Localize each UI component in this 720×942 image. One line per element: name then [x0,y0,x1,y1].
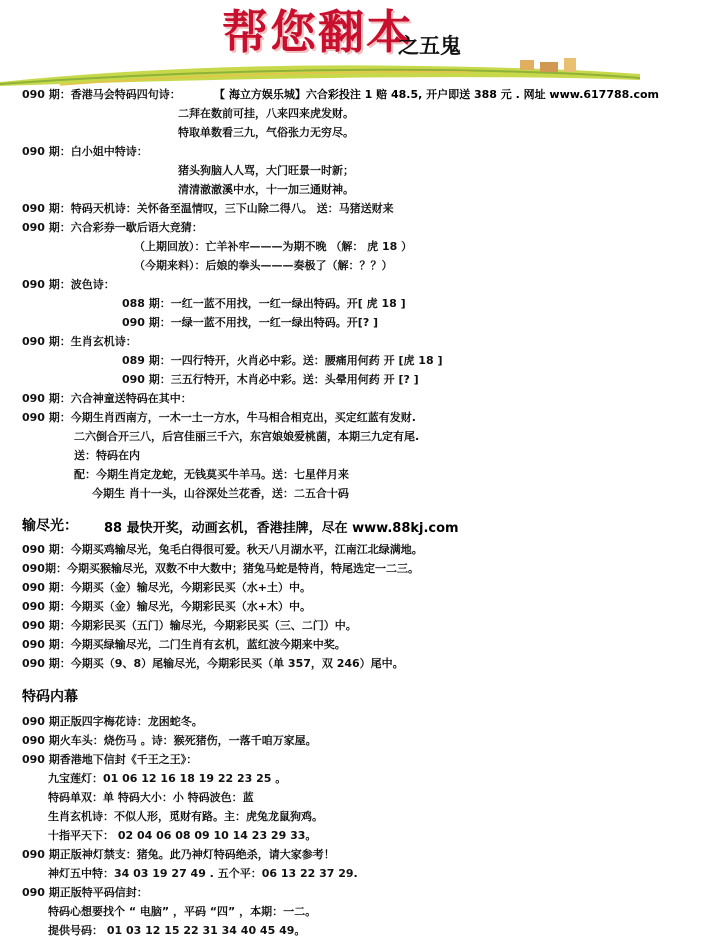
section-title-inside-info: 特码内幕 [22,689,78,705]
promo-line: 88 最快开奖，动画玄机，香港挂牌，尽在 www.88kj.com [104,521,459,536]
text-line: 090 期正版神灯禁支：猪兔。此乃神灯特码绝杀，请大家参考！ [22,848,335,861]
text-line: 090 期：波色诗： [22,278,115,291]
text-line: 090 期：今期买（金）输尽光，今期彩民买（水+土）中。 [22,581,312,594]
text-line: 089 期：一四行特开，火肖必中彩。送：腰痛用何药 开 [虎 18 ] [122,354,443,367]
text-line: 送：特码在内 [74,449,140,462]
text-line: 九宝莲灯：01 06 12 16 18 19 22 23 25 。 [48,772,287,785]
text-line: 090 期：香港马会特码四句诗： [22,88,181,101]
text-line: 090 期：三五行特开，木肖必中彩。送：头晕用何药 开 [? ] [122,373,419,386]
text-line: 090 期：一绿一蓝不用找，一红一绿出特码。开[? ] [122,316,379,329]
section-title-lose-all: 输尽光： [22,518,78,534]
page-title: 帮您翻本 [222,5,414,59]
text-line: 090 期火车头：烧伤马 。诗：猴死猪伤，一落千咱万家屋。 [22,734,317,747]
text-line: 090 期正版四字梅花诗：龙困蛇冬。 [22,715,203,728]
text-line: 090 期：生肖玄机诗： [22,335,137,348]
header-banner [0,0,720,88]
green-swoosh-decoration [0,52,720,86]
text-line: 十指平天下： 02 04 06 08 09 10 14 23 29 33。 [48,829,317,842]
text-line: 090 期香港地下信封《千王之王》： [22,753,198,766]
text-line: 特码心想要找个 “ 电脑” ，平码 “四” ，本期：一二。 [48,905,317,918]
text-line: （今期来料）：后娘的拳头———奏极了（解：？？） [134,259,393,272]
text-line: 特取单数看三九，气俗张力无穷尽。 [178,126,354,139]
text-line: 090 期：白小姐中特诗： [22,145,148,158]
text-line: 090期：今期买猴输尽光，双数不中大数中；猪兔马蛇是特肖，特尾选定一二三。 [22,562,419,575]
ad-line: 【 海立方娱乐城】六合彩投注 1 赔 48.5, 开户即送 388 元 . 网址 www.617788.com [214,88,660,101]
text-line: 生肖玄机诗：不似人形，觅财有路。主：虎兔龙鼠狗鸡。 [48,810,323,823]
text-line: 090 期：六合彩券一歇后语大竞猜： [22,221,203,234]
text-line: 090 期：六合神童送特码在其中： [22,392,192,405]
text-line: 二六倒合开三八，后宫佳丽三千六，东宫娘娘爱桃菌，本期三九定有尾. [74,430,420,443]
text-line: 提供号码： 01 03 12 15 22 31 34 40 45 49。 [48,924,306,937]
text-line: 090 期：今期买（金）输尽光，今期彩民买（水+木）中。 [22,600,312,613]
text-line: 090 期正版特平码信封： [22,886,148,899]
page-subtitle: 之五鬼 [398,33,461,58]
text-line: 清清澈澈溪中水，十一加三通财神。 [178,183,354,196]
text-line: 090 期：今期生肖西南方，一木一土一方水，牛马相合相克出，买定红蓝有发财. [22,411,416,424]
text-line: 090 期：今期彩民买（五门）输尽光，今期彩民买（三、二门）中。 [22,619,357,632]
text-line: （上期回放）：亡羊补牢———为期不晚 （解： 虎 18 ） [134,240,413,253]
text-line: 特码单双：单 特码大小：小 特码波色：蓝 [48,791,254,804]
text-line: 二拜在数前可挂，八来四来虎发财。 [178,107,354,120]
text-line: 090 期：今期买（9、8）尾输尽光，今期彩民买（单 357，双 246）尾中。 [22,657,404,670]
text-line: 猪头狗脑人人骂，大门旺景一时新； [178,164,354,177]
text-line: 088 期：一红一蓝不用找，一红一绿出特码。开[ 虎 18 ] [122,297,406,310]
text-line: 090 期：特码天机诗：关怀备至温情叹，三下山除二得八。 送：马猪送财来 [22,202,394,215]
text-line: 神灯五中特：34 03 19 27 49 . 五个平：06 13 22 37 29. [48,867,358,880]
text-line: 090 期：今期买鸡输尽光，兔毛白得很可爱。秋天八月湖水平，江南江北绿满地。 [22,543,423,556]
text-line: 配：今期生肖定龙蛇，无钱莫买牛羊马。送：七星伴月来 [74,468,349,481]
text-line: 今期生 肖十一头，山谷深处兰花香，送：二五合十码 [92,487,349,500]
text-line: 090 期：今期买绿输尽光，二门生肖有玄机，蓝红波今期来中奖。 [22,638,346,651]
